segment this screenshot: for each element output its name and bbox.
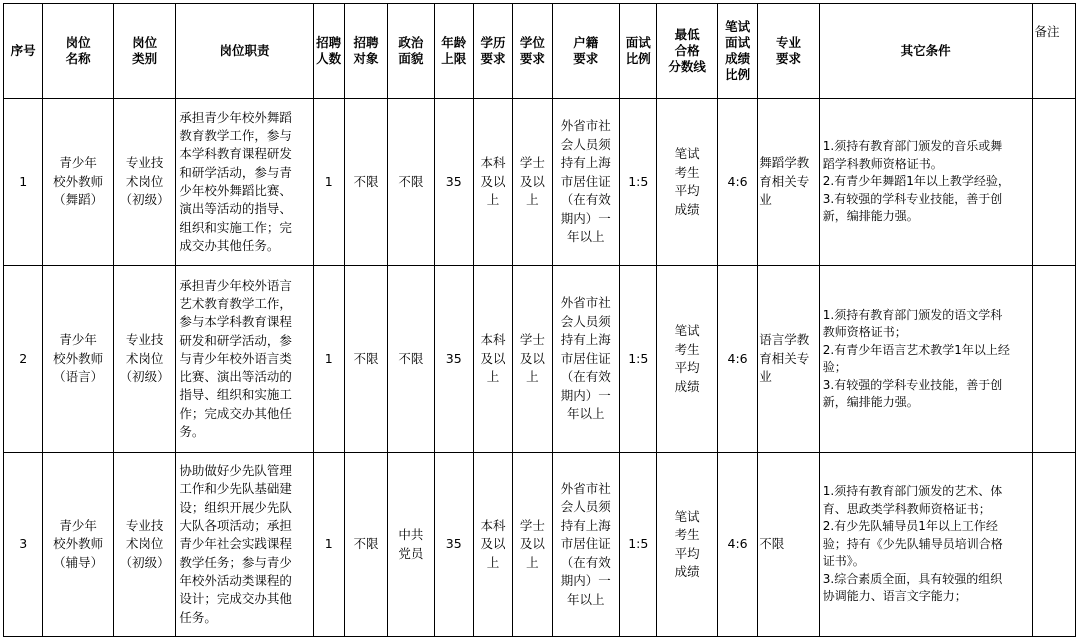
cell-political: 不限 [388,266,434,453]
cell-line: 青少年 [59,517,97,533]
cell-line: 教育教学工作，参与 [179,128,292,144]
cell-line: 外省市社 [560,295,611,311]
cell-interview-ratio: 1:5 [620,99,657,266]
cell-line: 指导、组织和实施工 [179,387,292,403]
cell-seq: 1 [4,99,43,266]
cell-line: 外省市社 [560,480,611,496]
cell-line: 最低 [674,27,700,42]
cell-line: （在有效 [560,192,611,208]
table-row [4,266,1076,453]
cell-line: 平均 [674,360,700,375]
cell-line: 务。 [179,424,205,440]
cell-interview-ratio: 1:5 [620,453,657,637]
cell-line: 舞蹈学教 [759,155,810,171]
cell-line: 业 [759,192,772,208]
cell-major [758,99,820,266]
cell-line: 及以 [480,173,506,189]
cell-line: （舞蹈） [53,192,104,208]
cell-line: 专业技 [125,517,164,533]
cell-line: 面试 [725,35,751,50]
cell-line: 蹈学科教师资格证书。 [822,156,943,171]
cell-line: 大队各项活动；承担 [179,518,292,534]
cell-line: 期内）一 [560,210,611,226]
header-degree [513,4,552,99]
cell-line: 招聘 [353,35,379,50]
cell-line: 年龄 [441,35,467,50]
cell-line: 2.有青少年语言艺术教学1年以上经 [822,342,1010,357]
cell-other [819,266,1032,453]
cell-line: 及以 [480,536,506,552]
cell-line: 及以 [519,350,545,366]
cell-line: 学士 [519,517,545,533]
table-row [4,99,1076,266]
cell-interview-ratio: 1:5 [620,266,657,453]
cell-line: 及以 [480,350,506,366]
cell-score-ratio: 4:6 [717,99,757,266]
cell-line: 岗位职责 [219,43,270,58]
cell-recruit-target: 不限 [344,99,387,266]
header-recruit-count [313,4,344,99]
cell-education [473,99,512,266]
cell-position-name [43,266,114,453]
table-row [4,453,1076,637]
cell-line: 年校外活动类课程的 [179,572,292,588]
cell-line: 岗位 [65,35,91,50]
cell-line: 考生 [674,527,700,542]
cell-line: 笔试 [674,508,700,524]
cell-line: 持有上海 [560,332,611,348]
cell-degree [513,266,552,453]
cell-line: 1.须持有教育部门颁发的音乐或舞 [822,139,1003,154]
cell-recruit-target: 不限 [344,266,387,453]
cell-line: 上 [526,192,539,208]
cell-line: 证书》。 [822,554,865,569]
cell-line: 承担青少年校外语言 [179,277,292,293]
cell-line: 育相关专 [759,173,810,189]
cell-line: 本科 [480,155,506,171]
cell-line: 其它条件 [900,43,951,58]
cell-line: 要求 [480,51,506,66]
header-min-score [657,4,718,99]
cell-line: 会人员须 [560,499,611,515]
cell-line: 笔试 [674,146,700,161]
cell-line: 笔试 [725,19,751,34]
cell-line: 及以 [519,536,545,552]
cell-residence [552,99,620,266]
cell-min-score [657,99,718,266]
cell-line: 本科 [480,332,506,348]
cell-line: 校外教师 [53,536,104,552]
cell-line: 学历 [480,35,506,50]
cell-line: 上 [486,192,500,208]
cell-line: 党员 [398,545,424,561]
cell-degree [513,99,552,266]
cell-duties [176,99,313,266]
cell-line: 设；组织开展少先队 [179,499,292,515]
cell-line: 工作和少先队基础建 [179,481,292,497]
cell-line: 成绩 [674,201,700,217]
header-interview-ratio [620,4,657,99]
cell-line: 上 [486,554,500,570]
cell-line: 比例 [625,51,651,66]
cell-line: 对象 [353,51,379,66]
cell-position-type [113,453,176,637]
cell-line: 持有上海 [560,517,611,533]
cell-line: 2.有青少年舞蹈1年以上教学经验， [822,174,1010,189]
cell-line: 校外教师 [53,173,104,189]
cell-residence [552,453,620,637]
cell-position-name [43,453,114,637]
cell-line: 校外教师 [53,350,104,366]
cell-position-type [113,99,176,266]
cell-line: 考生 [674,341,700,357]
cell-duties [176,453,313,637]
cell-remark [1032,453,1075,637]
cell-position-name [43,99,114,266]
cell-line: 成交办其他任务。 [179,237,280,253]
cell-remark [1032,99,1075,266]
cell-line: 本学科教育课程研发 [179,146,292,162]
cell-line: 政治 [398,35,424,50]
cell-line: 验；持有《少先队辅导员培训合格 [822,536,1003,551]
header-score-ratio [717,4,757,99]
cell-line: 会人员须 [560,136,611,152]
cell-line: 研发和研学活动，参 [179,332,292,348]
cell-line: 作；完成交办其他任 [179,405,292,421]
cell-line: 岗位 [132,35,158,50]
cell-line: 序号 [10,43,36,58]
cell-line: 业 [759,369,772,385]
cell-min-score [657,453,718,637]
cell-line: 学士 [519,332,545,348]
recruitment-table [3,3,1076,637]
cell-line: 合格 [674,43,700,58]
cell-line: 3.有较强的学科专业技能，善于创 [822,377,1003,392]
cell-degree [513,453,552,637]
cell-line: 术岗位 [125,173,164,189]
cell-line: 上 [526,554,539,570]
cell-seq: 2 [4,266,43,453]
cell-line: （在有效 [560,369,611,385]
header-duties [176,4,313,99]
cell-line: 协助做好少先队管理 [179,463,292,479]
cell-line: 教师资格证书； [822,325,907,339]
cell-line: 术岗位 [125,350,164,366]
recruitment-table-container [3,3,1076,625]
cell-score-ratio: 4:6 [717,266,757,453]
cell-line: 育相关专 [759,350,810,366]
cell-major [758,266,820,453]
cell-remark [1032,266,1075,453]
cell-line: 演出等活动的指导、 [179,201,292,217]
cell-line: 与青少年校外语言类 [179,350,292,366]
cell-line: 类别 [132,51,158,66]
header-seq [4,4,43,99]
cell-line: （辅导） [53,554,104,570]
cell-line: 新，编排能力强。 [822,209,919,224]
cell-line: 市居住证 [560,350,611,366]
cell-line: （在有效 [560,554,611,570]
cell-line: 会人员须 [560,313,611,329]
cell-education [473,453,512,637]
cell-line: 平均 [674,183,700,198]
header-other [819,4,1032,99]
cell-line: 本科 [480,517,506,533]
cell-line: 人数 [316,51,342,66]
cell-line: 育、思政类学科教师资格证书； [822,501,991,516]
cell-line: （语言） [53,369,104,385]
header-political [388,4,434,99]
cell-line: 2.有少先队辅导员1年以上工作经 [822,519,998,534]
cell-line: 分数线 [668,59,706,74]
cell-line: 新，编排能力强。 [822,395,919,409]
cell-line: 语言学教 [759,332,810,348]
cell-line: 成绩 [674,378,700,394]
cell-recruit-target: 不限 [344,453,387,637]
cell-line: 教学任务；参与青少 [179,554,292,570]
cell-line: 学位 [519,35,545,50]
cell-score-ratio: 4:6 [717,453,757,637]
cell-line: 笔试 [674,323,700,338]
cell-line: 中共 [398,527,424,542]
cell-line: 青少年社会实践课程 [179,536,292,552]
cell-line: 期内）一 [560,573,611,589]
cell-line: 面试 [625,35,651,50]
header-recruit-target [344,4,387,99]
cell-line: 青少年 [59,332,97,348]
cell-line: 平均 [674,545,700,561]
cell-line: 上限 [441,51,467,66]
cell-political: 不限 [388,99,434,266]
cell-age-limit: 35 [434,99,473,266]
cell-line: 比赛、演出等活动的 [179,369,292,385]
cell-line: 专业 [775,35,801,50]
cell-line: 要求 [573,51,599,66]
header-position-name [43,4,114,99]
cell-line: 要求 [519,51,545,66]
cell-line: 年以上 [567,406,605,422]
cell-line: 比例 [725,67,751,82]
cell-recruit-count: 1 [313,453,344,637]
header-position-type [113,4,176,99]
cell-line: 任务。 [179,609,217,625]
header-major [758,4,820,99]
cell-line: （初级） [119,192,170,208]
cell-line: 设计；完成交办其他 [179,591,292,607]
cell-line: 年以上 [567,229,605,245]
cell-seq: 3 [4,453,43,637]
cell-line: 专业技 [125,155,164,171]
cell-line: 要求 [775,51,801,66]
cell-line: 协调能力、语言文字能力； [822,589,967,604]
cell-political [388,453,434,637]
cell-line: 参与本学科教育课程 [179,314,292,330]
cell-line: 1.须持有教育部门颁发的艺术、体 [822,484,1003,499]
cell-line: 验； [822,360,847,374]
cell-line: 3.有较强的学科专业技能，善于创 [822,191,1003,206]
cell-major [758,453,820,637]
cell-line: 外省市社 [560,118,611,134]
cell-education [473,266,512,453]
cell-line: 青少年 [59,155,97,171]
cell-recruit-count: 1 [313,99,344,266]
cell-line: 面貌 [398,51,424,66]
cell-line: 上 [526,369,539,385]
cell-residence [552,266,620,453]
cell-line: 上 [486,369,500,385]
cell-line: 专业技 [125,332,164,348]
cell-line: 名称 [65,51,91,66]
cell-line: 少年校外舞蹈比赛、 [179,183,292,198]
header-education [473,4,512,99]
header-row [4,4,1076,99]
cell-line: 艺术教育教学工作， [179,295,292,311]
header-age-limit [434,4,473,99]
cell-line: 年以上 [567,591,605,607]
cell-line: 成绩 [725,51,751,66]
cell-line: 学士 [519,155,545,171]
cell-line: 不限 [759,536,785,552]
cell-line: 承担青少年校外舞蹈 [179,109,292,125]
cell-line: （初级） [119,554,170,570]
header-remark [1032,4,1075,99]
cell-line: 3.综合素质全面，具有较强的组织 [822,571,1003,586]
cell-position-type [113,266,176,453]
cell-line: 持有上海 [560,155,611,171]
cell-line: 市居住证 [560,173,611,189]
cell-line: 市居住证 [560,536,611,552]
cell-line: 术岗位 [125,536,164,552]
cell-age-limit: 35 [434,453,473,637]
cell-other [819,99,1032,266]
header-residence [552,4,620,99]
cell-min-score [657,266,718,453]
cell-line: 招聘 [316,35,342,50]
cell-duties [176,266,313,453]
cell-other [819,453,1032,637]
cell-line: 组织和实施工作；完 [179,219,292,235]
cell-line: 期内）一 [560,387,611,403]
cell-line: 1.须持有教育部门颁发的语文学科 [822,307,1003,322]
cell-line: 和研学活动，参与青 [179,164,292,180]
cell-line: 户籍 [573,35,599,50]
cell-line: 成绩 [674,564,700,579]
cell-line: 及以 [519,173,545,189]
cell-line: 备注 [1034,24,1060,39]
cell-line: （初级） [119,369,170,385]
cell-recruit-count: 1 [313,266,344,453]
cell-line: 考生 [674,164,700,180]
cell-age-limit: 35 [434,266,473,453]
